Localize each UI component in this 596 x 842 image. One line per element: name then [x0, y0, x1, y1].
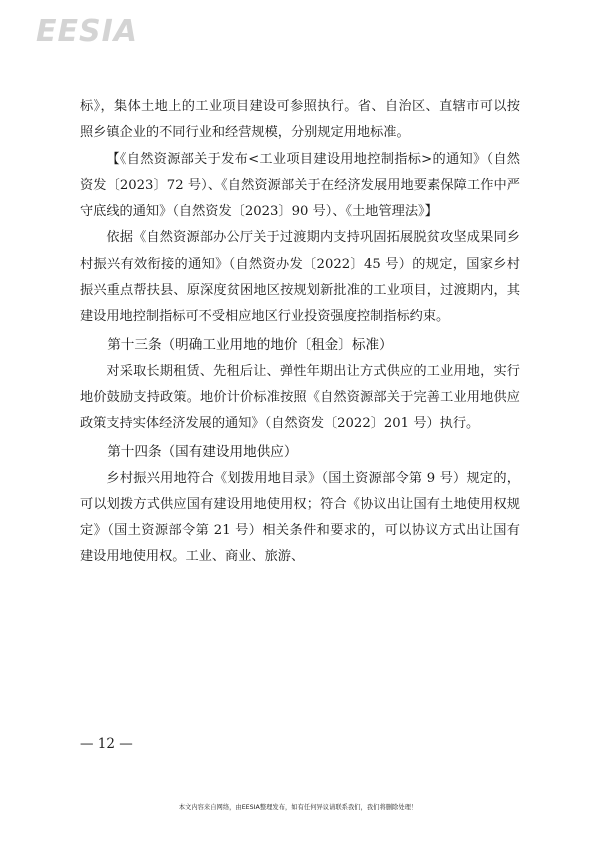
footer-disclaimer: 本文内容来自网络，由EESIA整理发布，如有任何异议请联系我们，我们将删除处理！: [178, 804, 418, 811]
paragraph-basis: 依据《自然资源部办公厅关于过渡期内支持巩固拓展脱贫攻坚成果同乡村振兴有效衔接的通知》（自然资办发〔2022〕45 号）的规定，国家乡村振兴重点帮扶县、原深度贫困地区按规划新批准的工业项目，过渡期内，其建设用地控制指标可不受相应地区行业投资强度控制指标约束。: [80, 230, 520, 325]
article-13-heading: 第十三条（明确工业用地的地价〔租金〕标准）: [107, 336, 393, 353]
page-number: — 12 —: [80, 736, 133, 752]
paragraph-continuation: 标》，集体土地上的工业项目建设可参照执行。省、自治区、直辖市可以按照乡镇企业的不同行业和经营规模，分别规定用地标准。: [80, 99, 520, 141]
paragraph-land-price: 对采取长期租赁、先租后让、弹性年期出让方式供应的工业用地，实行地价鼓励支持政策。地价计价标准按照《自然资源部关于完善工业用地供应政策支持实体经济发展的通知》（自然资发〔2022〕201 号）执行。: [80, 363, 520, 432]
document-body: [80, 94, 520, 571]
paragraph-land-supply: 乡村振兴用地符合《划拨用地目录》（国土资源部令第 9 号）规定的，可以划拨方式供应国有建设用地使用权；符合《协议出让国有土地使用权规定》（国土资源部令第 21 号）相关条件和要求的，可以协议方式出让国有建设用地使用权。工业、商业、旅游、: [80, 470, 520, 565]
paragraph-references: 【《自然资源部关于发布<工业项目建设用地控制指标>的通知》（自然资发〔2023〕72 号）、《自然资源部关于在经济发展用地要素保障工作中严守底线的通知》（自然资发〔2023〕90 号）、《土地管理法》】: [80, 151, 520, 220]
article-14-heading: 第十四条（国有建设用地供应）: [107, 443, 298, 460]
eesia-logo: EESIA: [36, 14, 138, 49]
